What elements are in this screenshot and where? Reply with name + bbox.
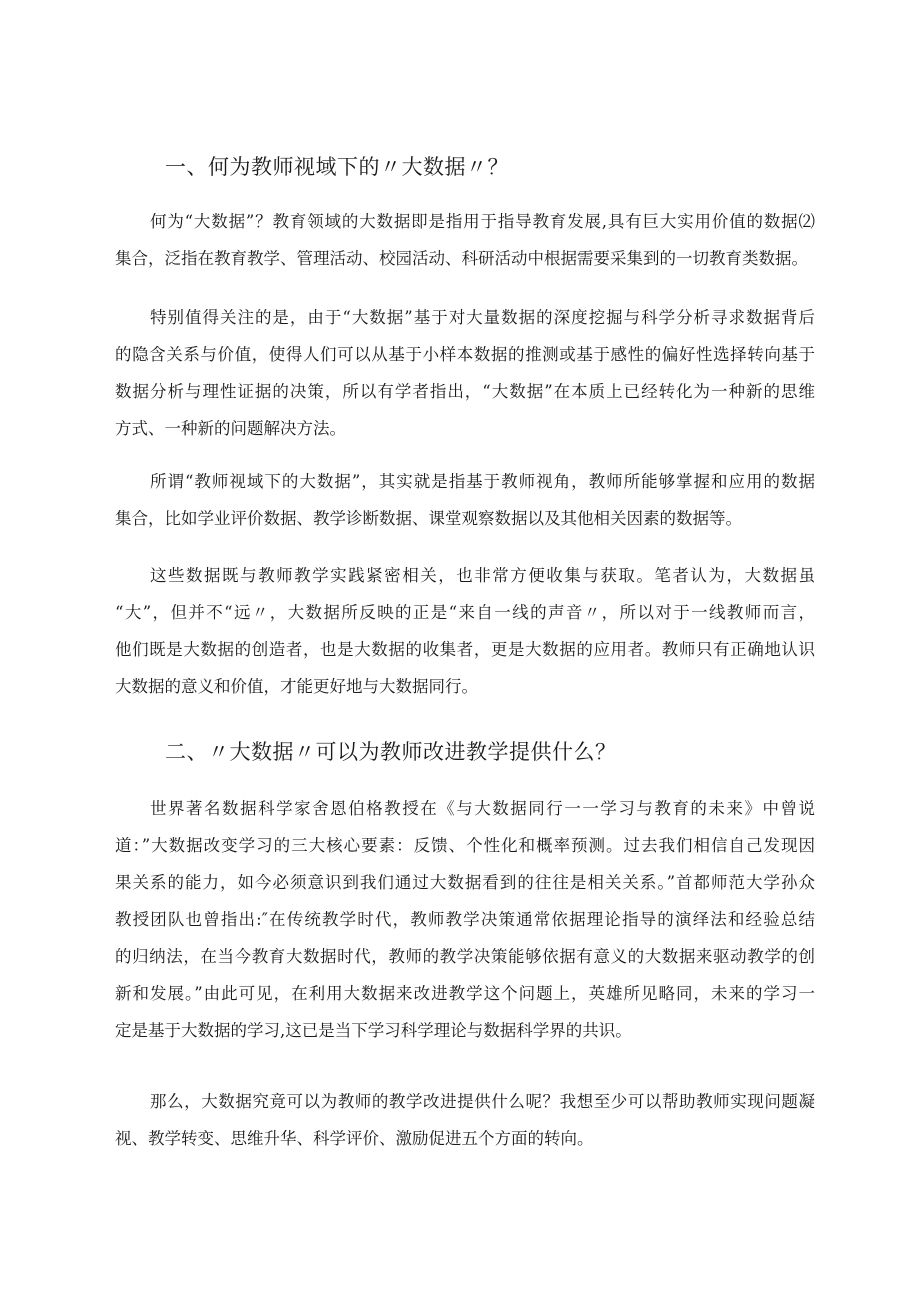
paragraph-line: 集合，泛指在教育教学、管理活动、校园活动、科研活动中根据需要采集到的一切教育类数据。 [115, 249, 808, 268]
paragraph-line: 特别值得关注的是，由于“大数据”基于对大量数据的深度挖掘与科学分析寻求数据背后 [150, 308, 815, 327]
paragraph-line: 所谓“教师视域下的大数据”，其实就是指基于教师视角，教师所能够掌握和应用的数据 [150, 472, 815, 491]
paragraph-4 [115, 557, 815, 705]
paragraph-6 [115, 1083, 815, 1157]
paragraph-line: 集合，比如学业评价数据、教学诊断数据、课堂观察数据以及其他相关因素的数据等。 [115, 509, 742, 528]
paragraph-line: 何为“大数据”？教育领域的大数据即是指用于指导教育发展,具有巨大实用价值的数据⑵ [150, 212, 815, 231]
paragraph-line: 这些数据既与教师教学实践紧密相关，也非常方便收集与获取。笔者认为，大数据虽 [150, 566, 815, 585]
paragraph-3 [115, 463, 815, 537]
paragraph-line: 的归纳法，在当今教育大数据时代，教师的教学决策能够依据有意义的大数据来驱动教学的创 [115, 947, 815, 966]
paragraph-line: “大”，但并不“远〃，大数据所反映的正是“来自一线的声音〃，所以对于一线教师而言， [115, 603, 815, 622]
paragraph-line: 果关系的能力，如今必须意识到我们通过大数据看到的往往是相关关系。”首都师范大学孙众 [115, 873, 815, 892]
paragraph-line: 那么，大数据究竟可以为教师的教学改进提供什么呢？我想至少可以帮助教师实现问题凝 [150, 1092, 815, 1111]
section-2-heading: 二、〃大数据〃可以为教师改进教学提供什么？ [165, 740, 617, 764]
paragraph-line: 定是基于大数据的学习,这已是当下学习科学理论与数据科学界的共识。 [115, 1021, 632, 1040]
paragraph-line: 大数据的意义和价值，才能更好地与大数据同行。 [115, 677, 478, 696]
paragraph-line: 教授团队也曾指出:″在传统教学时代，教师教学决策通常依据理论指导的演绎法和经验总结 [115, 910, 815, 929]
paragraph-line: 新和发展。”由此可见，在利用大数据来改进教学这个问题上，英雄所见略同，未来的学习一 [115, 984, 815, 1003]
paragraph-line: 道：”大数据改变学习的三大核心要素：反馈、个性化和概率预测。过去我们相信自己发现因 [115, 836, 815, 855]
paragraph-2 [115, 299, 815, 447]
paragraph-line: 他们既是大数据的创造者，也是大数据的收集者，更是大数据的应用者。教师只有正确地认识 [115, 640, 815, 659]
paragraph-line: 方式、一种新的问题解决方法。 [115, 419, 346, 438]
section-1-heading: 一、何为教师视域下的〃大数据〃？ [165, 155, 509, 179]
paragraph-1 [115, 203, 815, 277]
paragraph-5 [115, 790, 815, 1049]
paragraph-line: 世界著名数据科学家舍恩伯格教授在《与大数据同行一一学习与教育的未来》中曾说 [150, 799, 815, 818]
paragraph-line: 数据分析与理性证据的决策，所以有学者指出，“大数据”在本质上已经转化为一种新的思维 [115, 382, 815, 401]
paragraph-line: 视、教学转变、思维升华、科学评价、激励促进五个方面的转向。 [115, 1129, 594, 1148]
paragraph-line: 的隐含关系与价值，使得人们可以从基于小样本数据的推测或基于感性的偏好性选择转向基于 [115, 345, 815, 364]
